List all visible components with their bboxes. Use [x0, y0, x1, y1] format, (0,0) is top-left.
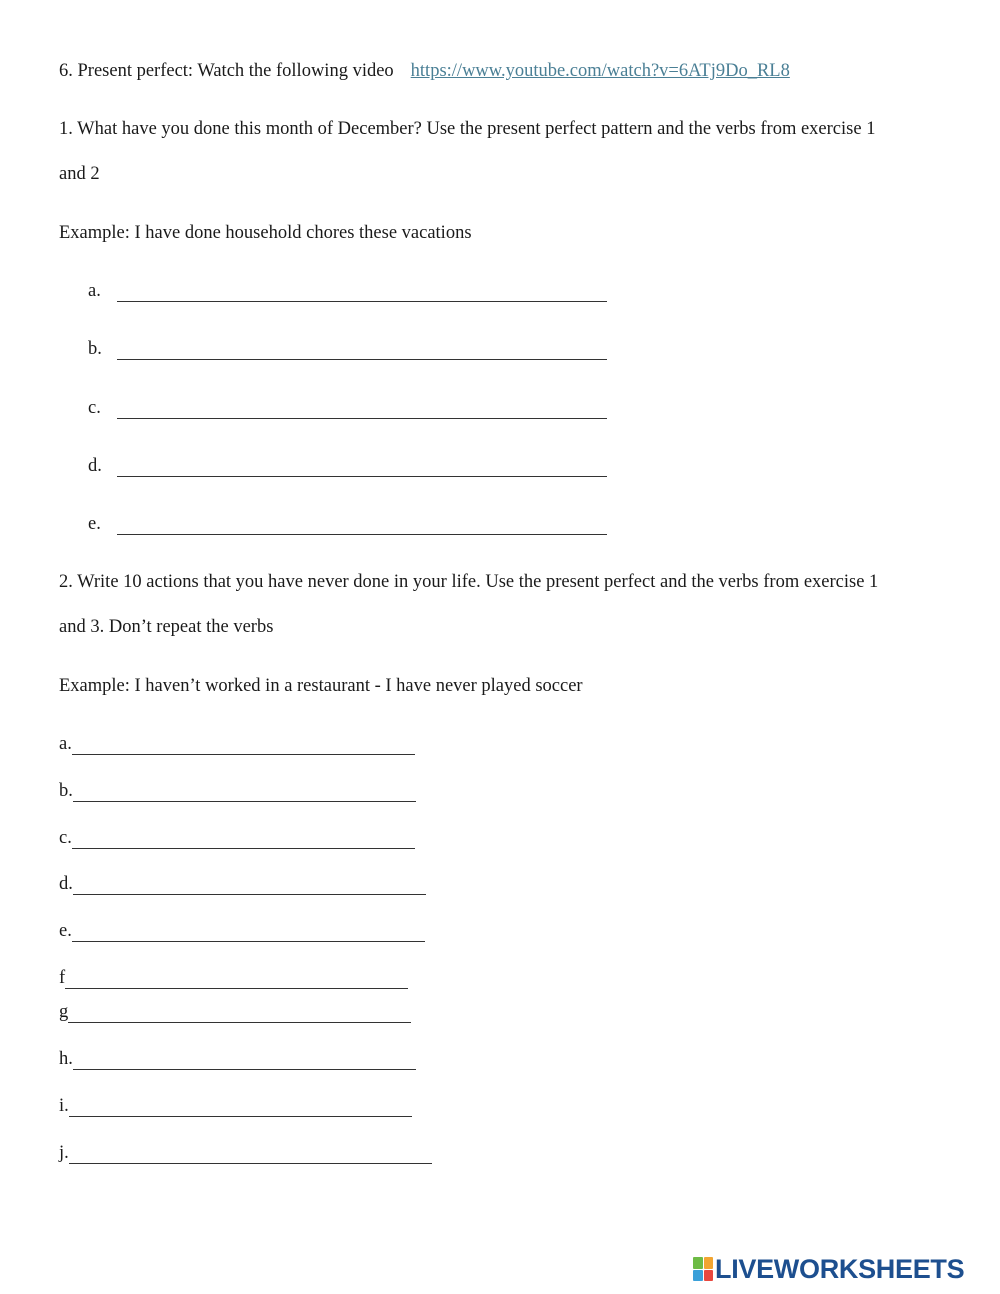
q1-answer-row-d — [88, 455, 607, 477]
q2-answer-row-i — [59, 1095, 412, 1117]
answer-letter: d. — [59, 874, 73, 894]
answer-blank[interactable] — [72, 922, 425, 942]
answer-letter: e. — [88, 514, 101, 534]
q1-answer-row-e — [88, 513, 607, 535]
liveworksheets-logo — [693, 1254, 964, 1284]
answer-letter: e. — [59, 921, 72, 941]
q2-answer-row-h — [59, 1048, 416, 1070]
answer-blank[interactable] — [117, 515, 607, 535]
youtube-link[interactable]: https://www.youtube.com/watch?v=6ATj9Do_RL8 — [410, 61, 790, 81]
answer-letter: c. — [59, 828, 72, 848]
answer-letter: a. — [59, 734, 72, 754]
q2-example: Example: I haven’t worked in a restaurant - I have never played soccer — [59, 676, 583, 696]
q1-answer-row-a — [88, 280, 607, 302]
answer-blank[interactable] — [73, 1050, 416, 1070]
q1-instruction-line1: 1. What have you done this month of December? Use the present perfect pattern and the verbs from exercise 1 — [59, 119, 876, 139]
answer-blank[interactable] — [65, 969, 408, 989]
q2-instruction-line2: and 3. Don’t repeat the verbs — [59, 617, 274, 637]
q2-answer-row-d — [59, 873, 426, 895]
answer-blank[interactable] — [72, 829, 415, 849]
answer-blank[interactable] — [73, 875, 426, 895]
answer-blank[interactable] — [117, 399, 607, 419]
answer-blank[interactable] — [117, 340, 607, 360]
answer-letter: j. — [59, 1143, 69, 1163]
q2-instruction-line1: 2. Write 10 actions that you have never done in your life. Use the present perfect and the verbs from exercise 1 — [59, 572, 879, 592]
liveworksheets-brand-text: LIVEWORKSHEETS — [715, 1253, 965, 1284]
q2-answer-row-j — [59, 1142, 432, 1164]
answer-letter: a. — [88, 281, 101, 301]
answer-blank[interactable] — [69, 1144, 432, 1164]
q2-answer-row-f — [59, 967, 408, 989]
answer-letter: g — [59, 1002, 69, 1022]
exercise-title — [59, 60, 790, 82]
q1-example: Example: I have done household chores these vacations — [59, 223, 472, 243]
answer-blank[interactable] — [73, 782, 416, 802]
liveworksheets-logo-icon — [693, 1257, 713, 1281]
answer-letter: d. — [88, 456, 102, 476]
q2-answer-row-b — [59, 780, 416, 802]
answer-letter: c. — [88, 398, 101, 418]
answer-letter: h. — [59, 1049, 73, 1069]
answer-blank[interactable] — [69, 1097, 412, 1117]
answer-letter: b. — [88, 339, 102, 359]
q2-answer-row-g — [59, 1001, 411, 1023]
q2-answer-row-c — [59, 827, 415, 849]
answer-letter: i. — [59, 1096, 69, 1116]
answer-blank[interactable] — [117, 457, 607, 477]
q2-answer-row-e — [59, 920, 425, 942]
q1-answer-row-b — [88, 338, 607, 360]
answer-blank[interactable] — [72, 735, 415, 755]
answer-blank[interactable] — [68, 1003, 411, 1023]
q1-answer-row-c — [88, 397, 607, 419]
exercise-title-text: 6. Present perfect: Watch the following video — [59, 61, 394, 81]
q2-answer-row-a — [59, 733, 415, 755]
answer-blank[interactable] — [117, 282, 607, 302]
q1-instruction-line2: and 2 — [59, 164, 100, 184]
answer-letter: f — [59, 968, 66, 988]
answer-letter: b. — [59, 781, 73, 801]
